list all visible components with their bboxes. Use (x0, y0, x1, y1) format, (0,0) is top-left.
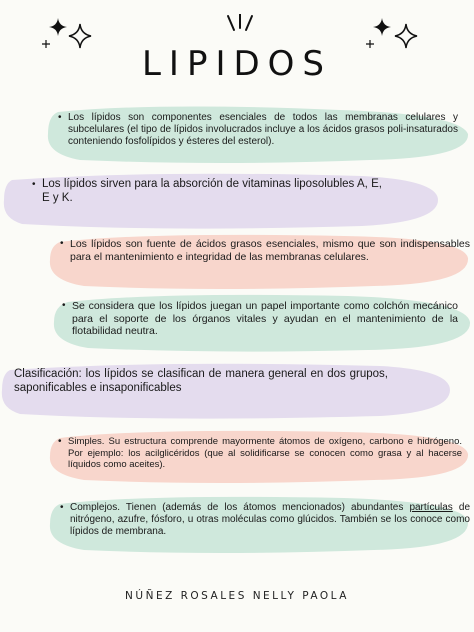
card-text (70, 502, 470, 538)
info-card-membranes (40, 104, 472, 164)
info-card-simple-lipids (44, 428, 472, 482)
classification-card (0, 362, 452, 418)
page-title: LIPIDOS (141, 44, 333, 84)
rays-icon (222, 14, 258, 36)
card-text: Los lípidos sirven para la absorción de vitaminas liposolubles A, E, E y K. (42, 178, 382, 204)
bullet-glyph: • (62, 300, 66, 311)
classification-text: Clasificación: los lípidos se clasifican de manera general en dos grupos, saponificables e insaponificables (14, 368, 388, 394)
author-name: NÚÑEZ ROSALES NELLY PAOLA (125, 590, 349, 602)
info-card-complex-lipids (44, 494, 472, 552)
card-text: Los lípidos son componentes esenciales de todos las membranas celulares y subcelulares (el tipo de lípidos involucrados incluye a los ácidos grasos poli-insaturados conteniendo fosfolípidos y ésteres del esterol). (68, 112, 458, 147)
info-card-cushion (48, 292, 472, 352)
info-card-vitamins (2, 172, 440, 228)
bullet-glyph: • (60, 502, 64, 513)
bullet-glyph: • (58, 436, 62, 447)
bullet-glyph: • (60, 238, 64, 249)
bullet-glyph: • (32, 179, 36, 190)
card-text-after: de nitrógeno, azufre, fósforo, u otras moléculas como glúcidos. También se los conoce como lípidos de membrana. (70, 502, 471, 537)
card-text: Se considera que los lípidos juegan un papel importante como colchón mecánico para el soporte de los órganos vitales y ayudan en el mantenimiento de la flotabilidad neutra. (72, 300, 458, 337)
info-card-fatty-acids (44, 232, 472, 288)
underlined-word: partículas (409, 502, 453, 513)
bullet-glyph: • (58, 112, 62, 123)
card-text-before: Complejos. Tienen (además de los átomos mencionados) abundantes (70, 502, 404, 513)
card-text: Simples. Su estructura comprende mayormente átomos de oxígeno, carbono e hidrógeno. Por ejemplo: los acilglicéridos (que al solidificarse se conocen como grasa y al hacerse líquidos como aceites). (68, 436, 462, 470)
card-text: Los lípidos son fuente de ácidos grasos esenciales, mismo que son indispensables para el mantenimiento e integridad de las membranas celulares. (70, 238, 470, 263)
